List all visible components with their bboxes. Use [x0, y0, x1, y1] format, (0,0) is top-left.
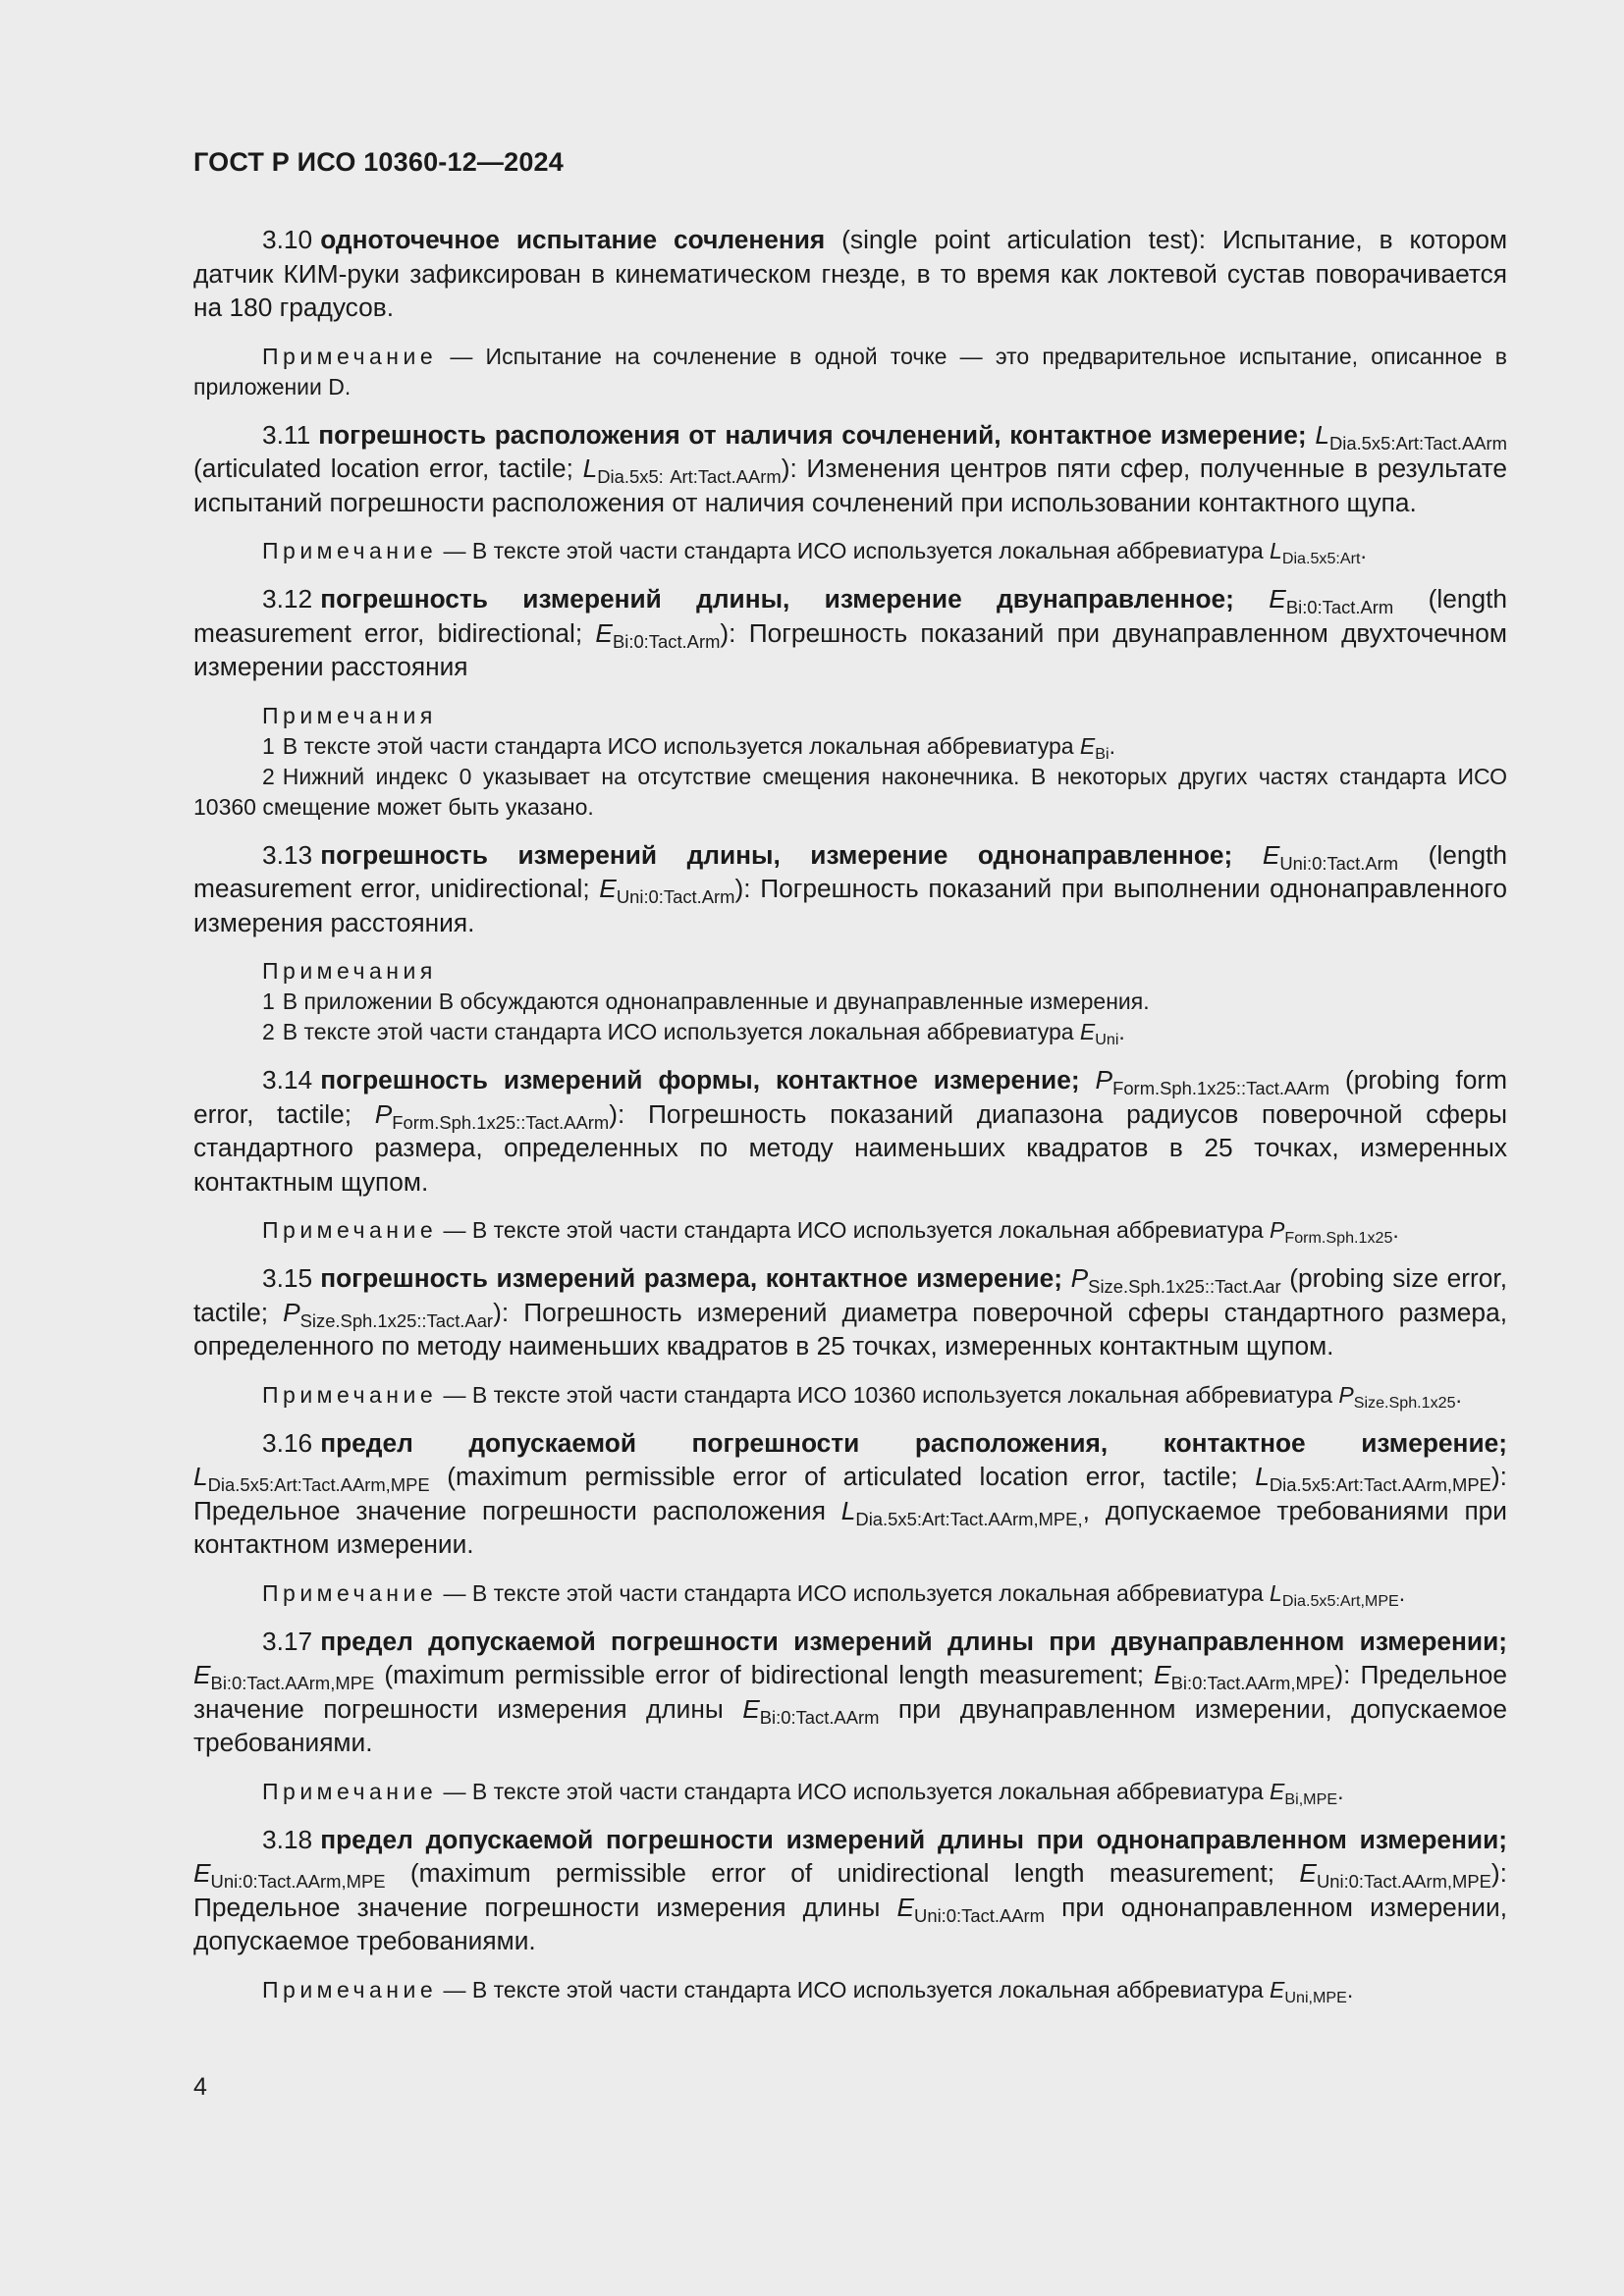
- symbol-subscript: Form.Sph.1x25: [1284, 1229, 1393, 1248]
- symbol-letter: E: [1269, 584, 1286, 614]
- note-text: В приложении B обсуждаются однонаправленные и двунаправленные измерения.: [282, 988, 1150, 1014]
- note-number: 2: [262, 1019, 275, 1044]
- term-english: (articulated location error, tactile;: [193, 454, 583, 483]
- note-label: Примечание: [262, 1579, 438, 1606]
- symbol-letter: L: [582, 454, 598, 483]
- symbol-letter: L: [1315, 419, 1329, 450]
- symbol-letter: E: [896, 1892, 915, 1922]
- term-number: 3.16: [262, 1427, 313, 1458]
- note-end: .: [1337, 1778, 1344, 1804]
- note-end: .: [1392, 1217, 1399, 1243]
- term-definition: ): Предельное значение погрешности расположения: [193, 1462, 1507, 1525]
- note-3-10: [193, 342, 1507, 402]
- symbol-subscript: Bi:0:Tact.Arm: [1285, 596, 1394, 617]
- symbol-subscript: Dia.5x5:Art,MPE: [1281, 1591, 1399, 1610]
- note-item: [193, 1017, 1507, 1047]
- term-english: (length measurement error, bidirectional;: [193, 584, 1508, 648]
- symbol-letter: L: [840, 1495, 856, 1525]
- symbol-subscript: Bi,MPE: [1284, 1789, 1338, 1808]
- note-3-11: [193, 536, 1507, 566]
- document-header: ГОСТ Р ИСО 10360-12—2024: [193, 147, 564, 177]
- symbol-letter: E: [193, 1660, 211, 1689]
- term-definition: ): Погрешность показаний при выполнении однонаправленного измерения расстояния.: [193, 874, 1507, 937]
- note-text: — В тексте этой части стандарта ИСО используется локальная аббревиатура: [437, 1976, 1271, 2002]
- term-3-16: [193, 1426, 1507, 1562]
- term-definition: : Испытание, в котором датчик КИМ-руки зафиксирован в кинематическом гнезде, в то время как локтевой сустав поворачивается на 180 градусов.: [193, 225, 1508, 322]
- term-english: (maximum permissible error of bidirectional length measurement;: [374, 1660, 1155, 1689]
- term-number: 3.14: [262, 1065, 313, 1095]
- term-3-17: [193, 1625, 1507, 1760]
- note-label: Примечание: [262, 343, 438, 369]
- term-number: 3.17: [262, 1626, 313, 1656]
- term-definition-end: , допускаемое требованиями при контактном измерении.: [193, 1495, 1507, 1559]
- term-3-12: [193, 582, 1507, 684]
- symbol-letter: L: [193, 1462, 208, 1491]
- note-number: 1: [262, 732, 275, 759]
- note-3-18: [193, 1975, 1507, 2005]
- symbol-subscript: Bi:0:Tact.AArm: [759, 1706, 880, 1728]
- symbol-subscript: Form.Sph.1x25::Tact.AArm: [392, 1111, 610, 1133]
- term-number: 3.12: [262, 584, 313, 614]
- page-number: 4: [193, 2073, 207, 2101]
- symbol-subscript: Dia.5x5:Art: [1281, 550, 1361, 568]
- note-text: — В тексте этой части стандарта ИСО используется локальная аббревиатура: [437, 1579, 1271, 1606]
- term-title: одноточечное испытание сочленения: [320, 225, 826, 254]
- note-3-16: [193, 1578, 1507, 1609]
- term-3-14: [193, 1063, 1507, 1199]
- term-definition-end: при однонаправленном измерении, допускаемое требованиями.: [193, 1892, 1507, 1955]
- symbol-letter: E: [595, 617, 613, 648]
- symbol-letter: E: [599, 874, 617, 903]
- note-text: — В тексте этой части стандарта ИСО используется локальная аббревиатура: [437, 538, 1271, 563]
- symbol-letter: L: [1270, 538, 1282, 563]
- note-3-17: [193, 1777, 1507, 1807]
- symbol-subscript: Bi:0:Tact.AArm,MPE: [210, 1672, 375, 1693]
- term-english: (probing size error, tactile;: [193, 1263, 1507, 1327]
- note-label: Примечание: [262, 1778, 438, 1804]
- symbol-subscript: Uni:0:Tact.Arm: [616, 885, 735, 907]
- symbol-subscript: Dia.5x5:Art:Tact.AArm,MPE,: [855, 1508, 1083, 1529]
- term-title: погрешность расположения от наличия сочленений, контактное измерение;: [318, 419, 1307, 450]
- symbol-letter: E: [1079, 1019, 1096, 1044]
- term-title: предел допускаемой погрешности измерений длины при двунаправленном измерении;: [320, 1626, 1507, 1656]
- note-item: [193, 987, 1507, 1017]
- note-text: — В тексте этой части стандарта ИСО 10360 используется локальная аббревиатура: [437, 1381, 1339, 1408]
- symbol-letter: E: [1079, 732, 1096, 759]
- term-3-11: [193, 418, 1507, 520]
- term-title: предел допускаемой погрешности измерений длины при однонаправленном измерении;: [320, 1824, 1507, 1854]
- symbol-subscript: Dia.5x5:Art:Tact.AArm,MPE: [1269, 1473, 1491, 1495]
- term-number: 3.18: [262, 1824, 313, 1854]
- note-end: .: [1455, 1381, 1462, 1408]
- note-text: — В тексте этой части стандарта ИСО используется локальная аббревиатура: [437, 1217, 1271, 1243]
- term-definition: ): Погрешность показаний диапазона радиусов поверочной сферы стандартного размера, определенных по методу наименьших квадратов в 25 точках, измеренных контактным щупом.: [193, 1098, 1508, 1197]
- note-3-14: [193, 1215, 1507, 1246]
- term-number: 3.15: [262, 1263, 313, 1293]
- symbol-letter: L: [1255, 1462, 1270, 1491]
- notes-3-12: [193, 701, 1507, 823]
- note-end: .: [1360, 538, 1367, 563]
- symbol-subscript: Dia.5x5:Art:Tact.AArm,MPE: [207, 1473, 430, 1495]
- symbol-subscript: Size.Sph.1x25: [1353, 1393, 1456, 1412]
- symbol-subscript: Size.Sph.1x25::Tact.Aar: [299, 1309, 494, 1331]
- symbol-subscript: Bi:0:Tact.AArm,MPE: [1170, 1672, 1335, 1693]
- symbol-subscript: Uni: [1095, 1031, 1119, 1049]
- symbol-letter: E: [1299, 1858, 1317, 1888]
- symbol-letter: E: [742, 1693, 760, 1724]
- term-definition: ): Предельное значение погрешности измерения длины: [193, 1660, 1508, 1724]
- term-number: 3.11: [262, 419, 311, 450]
- note-label: Примечание: [262, 1381, 438, 1408]
- note-text: — Испытание на сочленение в одной точке — это предварительное испытание, описанное в приложении D.: [193, 343, 1507, 400]
- symbol-subscript: Uni:0:Tact.AArm,MPE: [210, 1870, 386, 1892]
- symbol-subscript: Uni:0:Tact.Arm: [1279, 852, 1399, 874]
- note-text: Нижний индекс 0 указывает на отсутствие смещения наконечника. В некоторых других частях стандарта ИСО 10360 смещение может быть указано.: [193, 763, 1507, 820]
- note-end: .: [1109, 732, 1115, 759]
- term-english: (probing form error, tactile;: [193, 1065, 1507, 1129]
- symbol-letter: L: [1270, 1579, 1282, 1606]
- note-end: .: [1398, 1579, 1406, 1606]
- term-3-10: [193, 223, 1507, 325]
- note-number: 2: [262, 763, 275, 789]
- note-label: Примечание: [262, 1217, 438, 1243]
- term-definition: ): Погрешность показаний при двунаправленном двухточечном измерении расстояния: [193, 617, 1507, 681]
- term-definition: ): Погрешность измерений диаметра поверочной сферы стандартного размера, определенного по методу наименьших квадратов в 25 точках, измеренных контактным щупом.: [193, 1297, 1507, 1361]
- notes-label: Примечания: [262, 702, 437, 728]
- note-item: [193, 762, 1507, 823]
- symbol-letter: P: [374, 1098, 393, 1129]
- note-text: — В тексте этой части стандарта ИСО используется локальная аббревиатура: [437, 1778, 1271, 1804]
- term-definition: ): Предельное значение погрешности измерения длины: [193, 1858, 1507, 1922]
- symbol-letter: E: [1270, 1976, 1285, 2002]
- symbol-subscript: Form.Sph.1x25::Tact.AArm: [1112, 1077, 1330, 1098]
- notes-label: Примечания: [262, 958, 437, 984]
- symbol-letter: E: [1154, 1660, 1171, 1689]
- term-title: погрешность измерений длины, измерение однонаправленное;: [320, 839, 1233, 870]
- note-label: Примечание: [262, 538, 438, 563]
- term-definition: ): Изменения центров пяти сфер, полученные в результате испытаний погрешности расположения от наличия сочленений при использовании контактного щупа.: [193, 454, 1508, 517]
- symbol-subscript: Dia.5x5:Art:Tact.AArm: [1328, 432, 1507, 454]
- symbol-subscript: Uni:0:Tact.AArm,MPE: [1316, 1870, 1491, 1892]
- term-3-18: [193, 1823, 1507, 1958]
- term-english: (maximum permissible error of articulated location error, tactile;: [429, 1462, 1256, 1491]
- symbol-letter: P: [1070, 1263, 1089, 1293]
- symbol-subscript: Uni:0:Tact.AArm: [914, 1904, 1046, 1926]
- term-title: погрешность измерений формы, контактное измерение;: [320, 1065, 1080, 1095]
- symbol-subscript: Dia.5x5: Art:Tact.AArm: [597, 465, 782, 487]
- term-title: предел допускаемой погрешности расположения, контактное измерение;: [320, 1427, 1507, 1458]
- term-3-13: [193, 838, 1507, 940]
- document-body: [193, 223, 1507, 2021]
- notes-3-13: [193, 956, 1507, 1047]
- note-label: Примечание: [262, 1976, 438, 2002]
- note-end: .: [1346, 1976, 1354, 2002]
- term-title: погрешность измерений длины, измерение двунаправленное;: [320, 584, 1234, 614]
- term-english: (maximum permissible error of unidirectional length measurement;: [385, 1858, 1300, 1888]
- symbol-letter: P: [1095, 1065, 1113, 1095]
- term-definition-end: при двунаправленном измерении, допускаемое требованиями.: [193, 1693, 1507, 1757]
- symbol-letter: E: [193, 1858, 211, 1888]
- note-text: В тексте этой части стандарта ИСО используется локальная аббревиатура: [282, 732, 1080, 759]
- term-3-15: [193, 1261, 1507, 1363]
- term-number: 3.10: [262, 225, 313, 254]
- note-end: .: [1118, 1019, 1125, 1044]
- term-title: погрешность измерений размера, контактное измерение;: [320, 1263, 1063, 1293]
- symbol-subscript: Uni,MPE: [1284, 1988, 1347, 2006]
- symbol-letter: P: [283, 1297, 300, 1327]
- note-3-15: [193, 1380, 1507, 1411]
- note-number: 1: [262, 988, 275, 1014]
- symbol-letter: E: [1262, 839, 1280, 870]
- symbol-subscript: Bi: [1095, 744, 1110, 763]
- term-number: 3.13: [262, 839, 313, 870]
- note-text: В тексте этой части стандарта ИСО используется локальная аббревиатура: [282, 1019, 1080, 1044]
- note-item: [193, 731, 1507, 762]
- symbol-subscript: Bi:0:Tact.Arm: [612, 630, 721, 652]
- symbol-letter: E: [1270, 1778, 1285, 1804]
- term-english: (single point articulation test): [825, 225, 1199, 254]
- term-english: (length measurement error, unidirectional;: [193, 839, 1508, 903]
- symbol-letter: P: [1270, 1217, 1285, 1243]
- symbol-letter: P: [1338, 1381, 1354, 1408]
- symbol-subscript: Size.Sph.1x25::Tact.Aar: [1088, 1275, 1281, 1297]
